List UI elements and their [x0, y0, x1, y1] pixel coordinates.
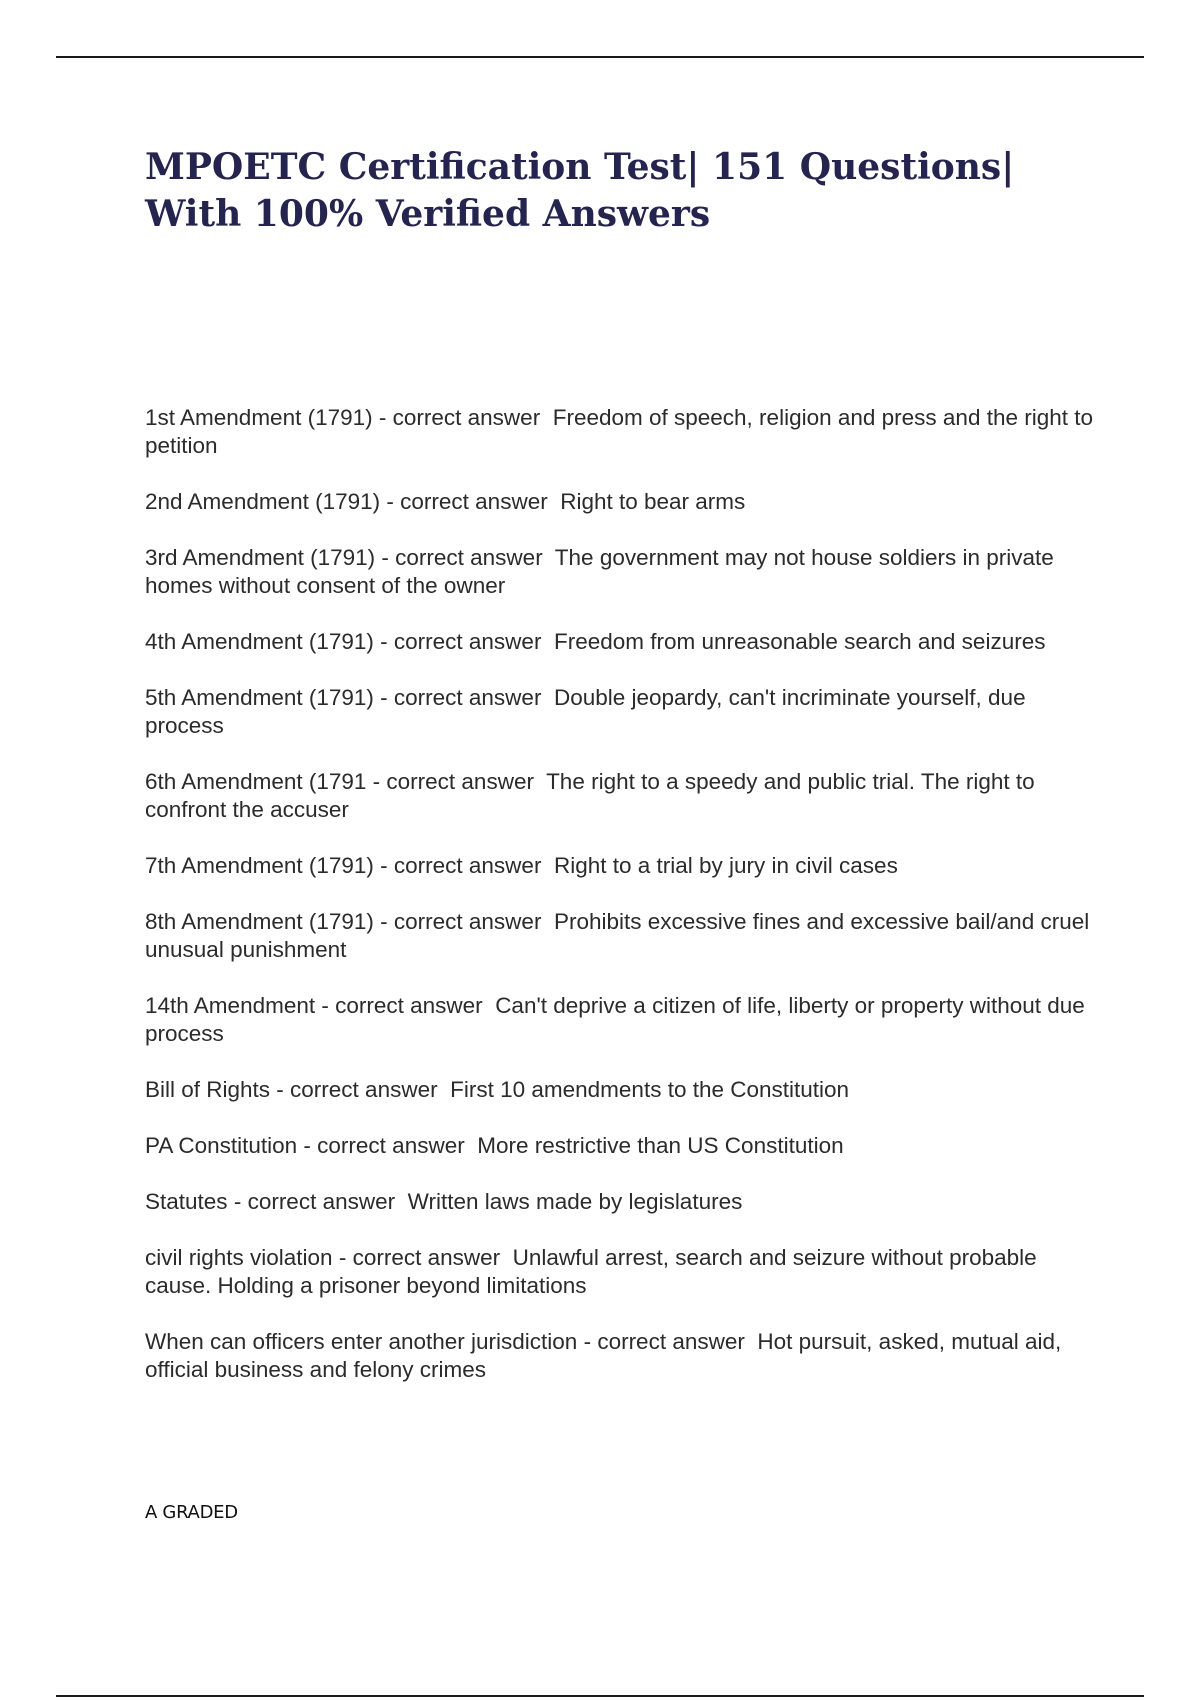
- answer-marker: correct answer: [393, 853, 542, 878]
- qa-answer: The right to a speedy and public trial. The right to confront the accuser: [145, 769, 1035, 822]
- qa-answer: Freedom from unreasonable search and seizures: [553, 629, 1046, 654]
- qa-answer: Prohibits excessive fines and excessive bail/and cruel unusual punishment: [145, 909, 1090, 962]
- qa-term: civil rights violation: [145, 1245, 333, 1270]
- document-title: MPOETC Certification Test| 151 Questions| With 100% Verified Answers: [145, 146, 1015, 235]
- qa-item: 8th Amendment (1791) - correct answer Prohibits excessive fines and excessive bail/and cruel unusual punishment: [145, 909, 1090, 962]
- answer-marker: correct answer: [393, 909, 542, 934]
- grade-label: A GRADED: [145, 1502, 238, 1523]
- qa-term: Statutes: [145, 1189, 228, 1214]
- qa-item: 1st Amendment (1791) - correct answer Freedom of speech, religion and press and the right to petition: [145, 405, 1094, 458]
- qa-term: 2nd Amendment (1791): [145, 489, 381, 514]
- answer-marker: correct answer: [395, 545, 543, 570]
- answer-marker: correct answer: [290, 1077, 438, 1102]
- qa-item: 6th Amendment (1791 - correct answer The right to a speedy and public trial. The right to confront the accuser: [145, 769, 1035, 822]
- qa-term: 6th Amendment (1791: [145, 769, 367, 794]
- qa-term: 1st Amendment (1791): [145, 405, 373, 430]
- qa-term: When can officers enter another jurisdiction: [145, 1329, 578, 1354]
- qa-term: PA Constitution: [145, 1133, 298, 1158]
- answer-marker: correct answer: [247, 1189, 396, 1214]
- qa-term: 7th Amendment (1791): [145, 853, 374, 878]
- qa-answer: Hot pursuit, asked, mutual aid, official business and felony crimes: [145, 1329, 1062, 1382]
- qa-answer: The government may not house soldiers in private homes without consent of the owner: [145, 545, 1054, 598]
- qa-answer: Double jeopardy, can't incriminate yourself, due process: [145, 685, 1026, 738]
- answer-marker: correct answer: [352, 1245, 501, 1270]
- qa-answer: Right to a trial by jury in civil cases: [553, 853, 898, 878]
- answer-marker: correct answer: [386, 769, 534, 794]
- qa-answer: Freedom of speech, religion and press and the right to petition: [145, 405, 1094, 458]
- answer-marker: correct answer: [335, 993, 483, 1018]
- qa-list: [145, 404, 1095, 1412]
- qa-item: 14th Amendment - correct answer Can't deprive a citizen of life, liberty or property without due process: [145, 993, 1085, 1046]
- answer-marker: correct answer: [392, 405, 541, 430]
- qa-term: 8th Amendment (1791): [145, 909, 374, 934]
- bottom-divider: [56, 1695, 1144, 1697]
- qa-item: 7th Amendment (1791) - correct answer Right to a trial by jury in civil cases: [145, 853, 898, 878]
- qa-answer: Unlawful arrest, search and seizure without probable cause. Holding a prisoner beyond limitations: [145, 1245, 1037, 1298]
- qa-item: 5th Amendment (1791) - correct answer Double jeopardy, can't incriminate yourself, due process: [145, 685, 1026, 738]
- qa-item: 2nd Amendment (1791) - correct answer Right to bear arms: [145, 489, 746, 514]
- qa-answer: First 10 amendments to the Constitution: [450, 1077, 850, 1102]
- qa-item: 3rd Amendment (1791) - correct answer The government may not house soldiers in private homes without consent of the owner: [145, 545, 1054, 598]
- top-divider: [56, 56, 1144, 58]
- qa-item: civil rights violation - correct answer Unlawful arrest, search and seizure without probable cause. Holding a prisoner beyond limitations: [145, 1245, 1037, 1298]
- qa-term: 4th Amendment (1791): [145, 629, 374, 654]
- qa-item: Statutes - correct answer Written laws made by legislatures: [145, 1189, 743, 1214]
- answer-marker: correct answer: [393, 685, 542, 710]
- qa-answer: Written laws made by legislatures: [407, 1189, 743, 1214]
- answer-marker: correct answer: [317, 1133, 465, 1158]
- qa-item: When can officers enter another jurisdiction - correct answer Hot pursuit, asked, mutual aid, official business and felony crimes: [145, 1329, 1062, 1382]
- answer-marker: correct answer: [393, 629, 542, 654]
- qa-term: Bill of Rights: [145, 1077, 271, 1102]
- qa-term: 3rd Amendment (1791): [145, 545, 376, 570]
- qa-answer: Can't deprive a citizen of life, liberty or property without due process: [145, 993, 1085, 1046]
- qa-term: 5th Amendment (1791): [145, 685, 374, 710]
- qa-answer: Right to bear arms: [560, 489, 746, 514]
- answer-marker: correct answer: [400, 489, 548, 514]
- answer-marker: correct answer: [597, 1329, 745, 1354]
- qa-item: PA Constitution - correct answer More restrictive than US Constitution: [145, 1133, 844, 1158]
- qa-answer: More restrictive than US Constitution: [477, 1133, 844, 1158]
- qa-item: Bill of Rights - correct answer First 10 amendments to the Constitution: [145, 1077, 850, 1102]
- qa-item: 4th Amendment (1791) - correct answer Freedom from unreasonable search and seizures: [145, 629, 1046, 654]
- qa-term: 14th Amendment: [145, 993, 316, 1018]
